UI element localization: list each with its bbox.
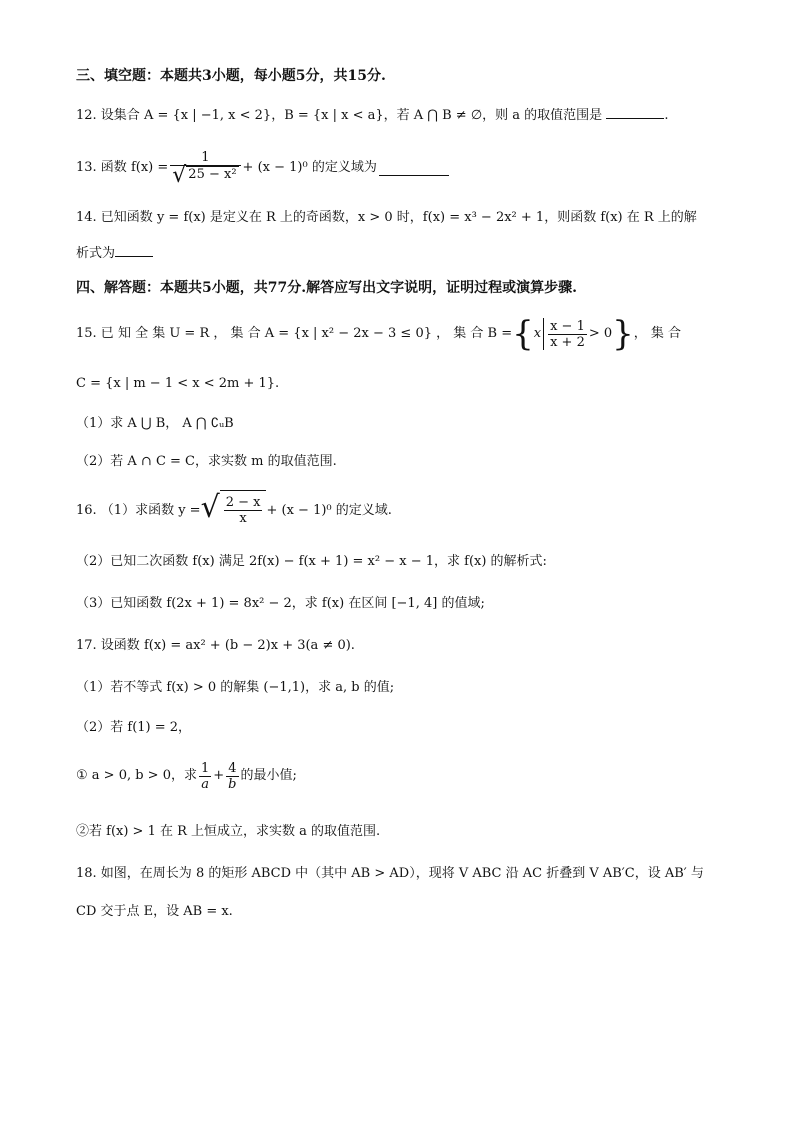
q13-fraction bbox=[170, 150, 240, 186]
q16-part2: （2）已知二次函数 f(x) 满足 2f(x) − f(x + 1) = x² − x − 1，求 f(x) 的解析式: bbox=[76, 554, 547, 569]
q17-c1-prefix: ① a > 0, b > 0，求 bbox=[76, 768, 197, 783]
q12-end: . bbox=[664, 108, 669, 123]
q16-sqrt: √ $\frac{2 - x}{x}$ bbox=[201, 490, 267, 531]
q15-b-bar bbox=[543, 318, 544, 350]
q17-stem: 17. 设函数 f(x) = ax² + (b − 2)x + 3(a ≠ 0). bbox=[76, 638, 355, 653]
q15-b-den: x + 2 bbox=[550, 334, 585, 350]
q15-brace-right: } bbox=[612, 314, 634, 354]
q17-c1-suffix: 的最小值; bbox=[240, 768, 297, 783]
q15-line1-a: 15. 已 知 全 集 U = R ， 集 合 A = {x | x² − 2x − 3 ≤ 0} ， 集 合 B = bbox=[76, 326, 513, 341]
q13-numerator: 1 bbox=[170, 150, 240, 166]
q12-answer-blank[interactable] bbox=[606, 104, 664, 119]
q16-part1 bbox=[76, 490, 392, 531]
q17-c1-frac2 bbox=[226, 761, 238, 792]
question-14-line2 bbox=[76, 242, 153, 264]
q13-sqrt-body: 25 − x² bbox=[186, 166, 238, 186]
q17-c1-f2n: 4 bbox=[226, 761, 238, 777]
q16-p1-num: 2 − x bbox=[225, 495, 261, 510]
q16-p1-fraction bbox=[224, 495, 263, 526]
q14-answer-blank[interactable] bbox=[115, 242, 153, 257]
q17-case2: ②若 f(x) > 1 在 R 上恒成立，求实数 a 的取值范围. bbox=[76, 824, 381, 839]
q17-c1-f1n: 1 bbox=[200, 760, 210, 776]
q13-answer-blank[interactable] bbox=[379, 161, 449, 176]
q15-line2: C = {x | m − 1 < x < 2m + 1}. bbox=[76, 376, 280, 391]
q17-part2: （2）若 f(1) = 2， bbox=[76, 720, 192, 735]
q17-c1-f2d: b bbox=[228, 776, 237, 792]
q15-part1: （1）求 A ⋃ B， A ⋂ ∁ᵤB bbox=[76, 416, 234, 431]
question-13 bbox=[76, 150, 449, 186]
q16-part3: （3）已知函数 f(2x + 1) = 8x² − 2，求 f(x) 在区间 [−1, 4] 的值域; bbox=[76, 596, 485, 611]
q15-part2: （2）若 A ∩ C = C，求实数 m 的取值范围. bbox=[76, 454, 337, 469]
q16-p1-prefix: 16. （1）求函数 y = bbox=[76, 502, 201, 518]
q16-p1-suffix: + (x − 1)⁰ 的定义域. bbox=[266, 502, 392, 518]
q15-line1-c: ， 集 合 bbox=[633, 326, 682, 341]
q17-c1-f1d: a bbox=[201, 776, 209, 792]
section-solve-heading: 四、解答题：本题共5小题，共77分.解答应写出文字说明，证明过程或演算步骤. bbox=[76, 280, 577, 296]
q16-p1-den: x bbox=[239, 511, 247, 526]
q14-line2: 析式为 bbox=[76, 246, 116, 261]
q15-b-x: x bbox=[533, 326, 542, 341]
q18-line2: CD 交于点 E，设 AB = x. bbox=[76, 904, 233, 919]
section-fill-in-heading: 三、填空题：本题共3小题，每小题5分，共15分. bbox=[76, 68, 386, 84]
q15-b-gt: > 0 bbox=[588, 326, 613, 341]
q17-part1: （1）若不等式 f(x) > 0 的解集 (−1,1)，求 a, b 的值; bbox=[76, 680, 395, 695]
q15-b-fraction bbox=[548, 319, 587, 350]
q14-line1: 14. 已知函数 y = f(x) 是定义在 R 上的奇函数，x > 0 时，f(x) = x³ − 2x² + 1，则函数 f(x) 在 R 上的解 bbox=[76, 210, 697, 225]
question-12 bbox=[76, 104, 668, 126]
q13-sqrt: √ 25 − x² bbox=[172, 163, 237, 188]
q18-line1: 18. 如图，在周长为 8 的矩形 ABCD 中（其中 AB > AD），现将 V ABC 沿 AC 折叠到 V AB′C，设 AB′ 与 bbox=[76, 866, 704, 881]
q17-c1-frac1 bbox=[199, 761, 211, 792]
q13-middle: + (x − 1)⁰ 的定义域为 bbox=[242, 160, 377, 175]
q15-b-num: x − 1 bbox=[550, 318, 585, 334]
q17-case1 bbox=[76, 756, 297, 796]
q15-brace-left: { bbox=[512, 314, 534, 354]
q17-c1-plus: + bbox=[213, 768, 225, 783]
q13-prefix: 13. 函数 f(x) = bbox=[76, 160, 169, 175]
q12-text: 12. 设集合 A = {x | −1, x < 2}，B = {x | x < a}，若 A ⋂ B ≠ ∅，则 a 的取值范围是 bbox=[76, 108, 603, 123]
q15-line1 bbox=[76, 316, 681, 352]
